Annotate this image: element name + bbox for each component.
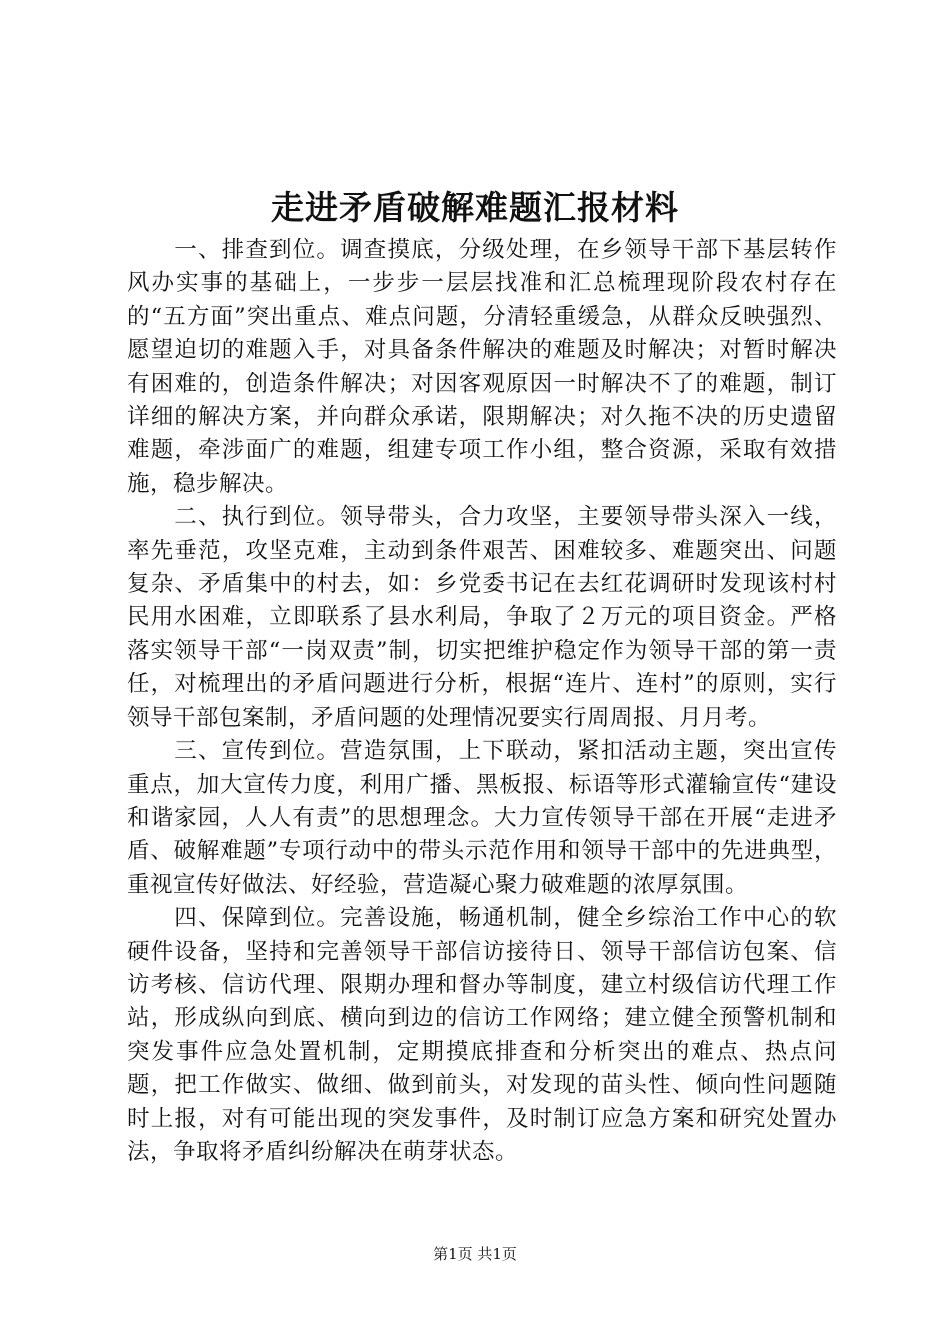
paragraph-investigation: 一、排查到位。调查摸底，分级处理，在乡领导干部下基层转作风办实事的基础上，一步步一层层找准和汇总梳理现阶段农村存在的“五方面”突出重点、难点问题，分清轻重缓急，从群众反映强烈、愿望迫切的难题入手，对具备条件解决的难题及时解决；对暂时解决有困难的，创造条件解决；对因客观原因一时解决不了的难题，制订详细的解决方案，并向群众承诺，限期解决；对久拖不决的历史遗留难题，牵涉面广的难题，组建专项工作小组，整合资源，采取有效措施，稳步解决。 [127, 237, 837, 497]
paragraph-guarantee: 四、保障到位。完善设施，畅通机制，健全乡综治工作中心的软硬件设备，坚持和完善领导干部信访接待日、领导干部信访包案、信访考核、信访代理、限期办理和督办等制度，建立村级信访代理工作站，形成纵向到底、横向到边的信访工作网络；建立健全预警机制和突发事件应急处置机制，定期摸底排查和分析突出的难点、热点问题，把工作做实、做细、做到前头，对发现的苗头性、倾向性问题随时上报，对有可能出现的突发事件，及时制订应急方案和研究处置办法，争取将矛盾纠纷解决在萌芽状态。 [127, 905, 837, 1165]
document-title: 走进矛盾破解难题汇报材料 [271, 188, 679, 227]
paragraph-execution: 二、执行到位。领导带头，合力攻坚，主要领导带头深入一线，率先垂范，攻坚克难，主动到条件艰苦、困难较多、难题突出、问题复杂、矛盾集中的村去，如：乡党委书记在去红花调研时发现该村村民用水困难，立即联系了县水利局，争取了２万元的项目资金。严格落实领导干部“一岗双责”制，切实把维护稳定作为领导干部的第一责任，对梳理出的矛盾问题进行分析，根据“连片、连村”的原则，实行领导干部包案制，矛盾问题的处理情况要实行周周报、月月考。 [127, 504, 837, 731]
document-body [127, 234, 837, 1169]
paragraph-publicity: 三、宣传到位。营造氛围，上下联动，紧扣活动主题，突出宣传重点，加大宣传力度，利用广播、黑板报、标语等形式灌输宣传“建设和谐家园，人人有责”的思想理念。大力宣传领导干部在开展“走进矛盾、破解难题”专项行动中的带头示范作用和领导干部中的先进典型，重视宣传好做法、好经验，营造凝心聚力破难题的浓厚氛围。 [127, 738, 837, 898]
page-number-footer: 第1页 共1页 [433, 1245, 517, 1263]
